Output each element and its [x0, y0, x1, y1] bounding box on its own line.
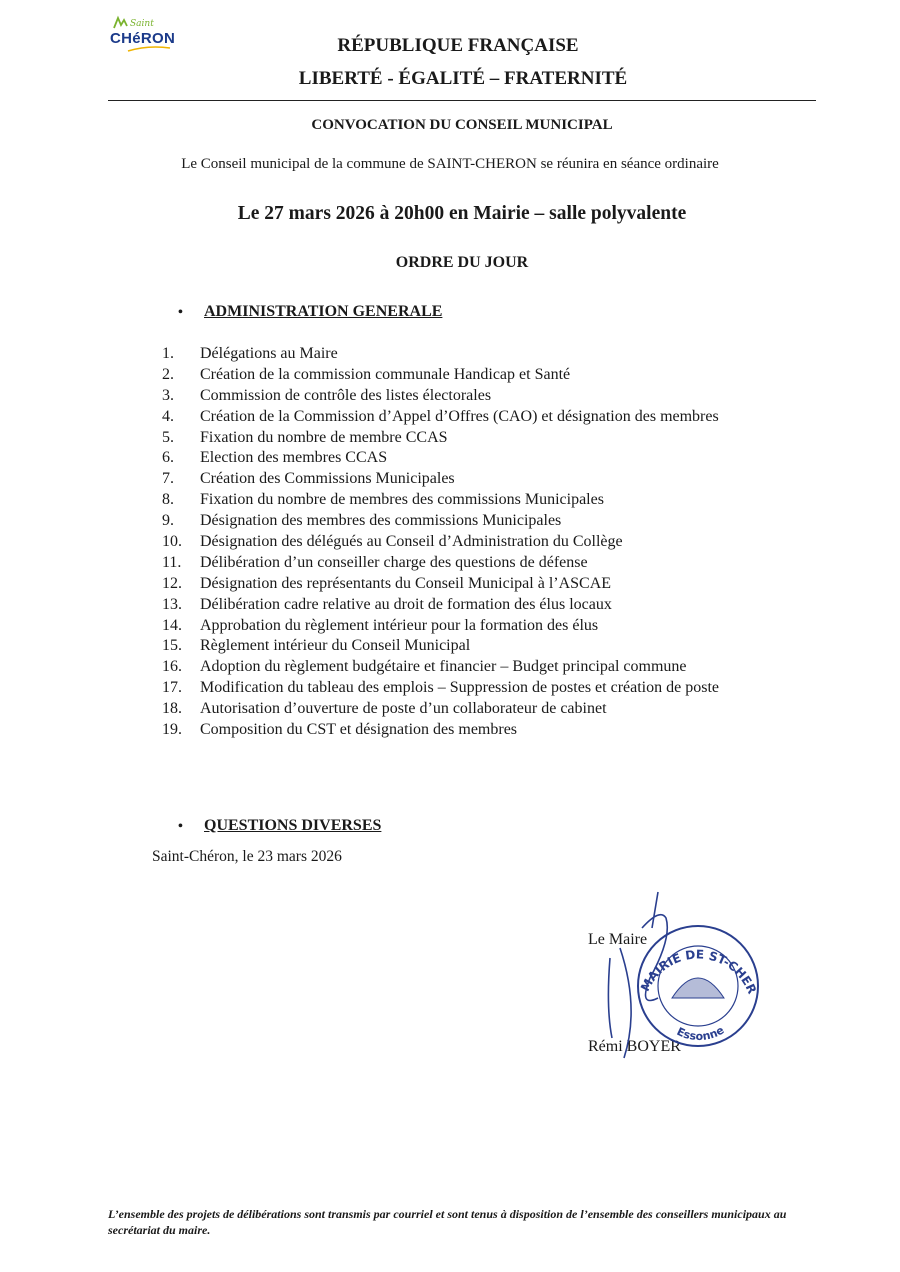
list-item: 6. Election des membres CCAS — [162, 449, 388, 467]
list-item: 1. Délégations au Maire — [162, 345, 338, 362]
list-item: 4. Création de la Commission d’Appel d’Offres (CAO) et désignation des membres — [162, 407, 719, 425]
signatory-title: Le Maire — [588, 931, 648, 948]
list-item: 14. Approbation du règlement intérieur pour la formation des élus — [162, 616, 599, 634]
agenda-list — [162, 344, 719, 741]
section-title: QUESTIONS DIVERSES — [204, 817, 382, 834]
list-item: 7. Création des Commissions Municipales — [162, 470, 455, 488]
list-item: 16. Adoption du règlement budgétaire et financier – Budget principal commune — [162, 658, 687, 676]
logo-small-text: Saint — [130, 19, 154, 29]
list-item: 3. Commission de contrôle des listes électorales — [162, 386, 492, 404]
place-date: Saint-Chéron, le 23 mars 2026 — [152, 848, 342, 865]
list-item: 10. Désignation des délégués au Conseil d’Administration du Collège — [162, 533, 623, 551]
list-item: 11. Délibération d’un conseiller charge des questions de défense — [162, 553, 588, 571]
list-item: 12. Désignation des représentants du Conseil Municipal à l’ASCAE — [162, 574, 612, 592]
svg-text:MAIRIE DE ST-CHERON: MAIRIE DE ST-CHER — [637, 947, 760, 996]
list-item: 17. Modification du tableau des emplois – Suppression de postes et création de poste — [162, 679, 719, 697]
list-item: 9. Désignation des membres des commissions Municipales — [162, 512, 562, 530]
list-item: 18. Autorisation d’ouverture de poste d’un collaborateur de cabinet — [162, 700, 607, 718]
svg-text:Essonne: Essonne — [674, 1023, 727, 1044]
stamp-icon — [580, 888, 770, 1068]
footer-note: L’ensemble des projets de délibérations sont transmis par courriel et sont tenus à disposition de l’ensemble des conseillers municipaux au secrétariat du maire. — [108, 1207, 787, 1237]
list-item: 2. Création de la commission communale Handicap et Santé — [162, 365, 571, 383]
logo-main-text: CHéRON — [110, 30, 176, 47]
list-item: 13. Délibération cadre relative au droit de formation des élus locaux — [162, 595, 612, 613]
header-divider — [108, 100, 816, 101]
agenda-title: ORDRE DU JOUR — [395, 254, 529, 271]
list-item: 15. Règlement intérieur du Conseil Municipal — [162, 637, 471, 655]
signature-and-stamp — [580, 888, 770, 1068]
list-item: 8. Fixation du nombre de membres des commissions Municipales — [162, 491, 604, 509]
header-republique: RÉPUBLIQUE FRANÇAISE — [337, 35, 579, 56]
header-devise: LIBERTÉ - ÉGALITÉ – FRATERNITÉ — [298, 68, 628, 89]
section-title: ADMINISTRATION GENERALE — [204, 303, 443, 320]
list-item: 19. Composition du CST et désignation des membres — [162, 721, 518, 739]
bullet-icon: • — [178, 819, 183, 834]
bullet-icon: • — [178, 305, 183, 320]
intro-text: Le Conseil municipal de la commune de SAINT-CHERON se réunira en séance ordinaire — [181, 156, 719, 172]
section-administration — [178, 303, 442, 321]
section-questions-diverses — [178, 817, 381, 835]
meeting-date: Le 27 mars 2026 à 20h00 en Mairie – salle polyvalente — [237, 203, 687, 224]
list-item: 5. Fixation du nombre de membre CCAS — [162, 428, 448, 446]
convocation-title: CONVOCATION DU CONSEIL MUNICIPAL — [311, 117, 613, 133]
signatory-name: Rémi BOYER — [588, 1038, 681, 1055]
